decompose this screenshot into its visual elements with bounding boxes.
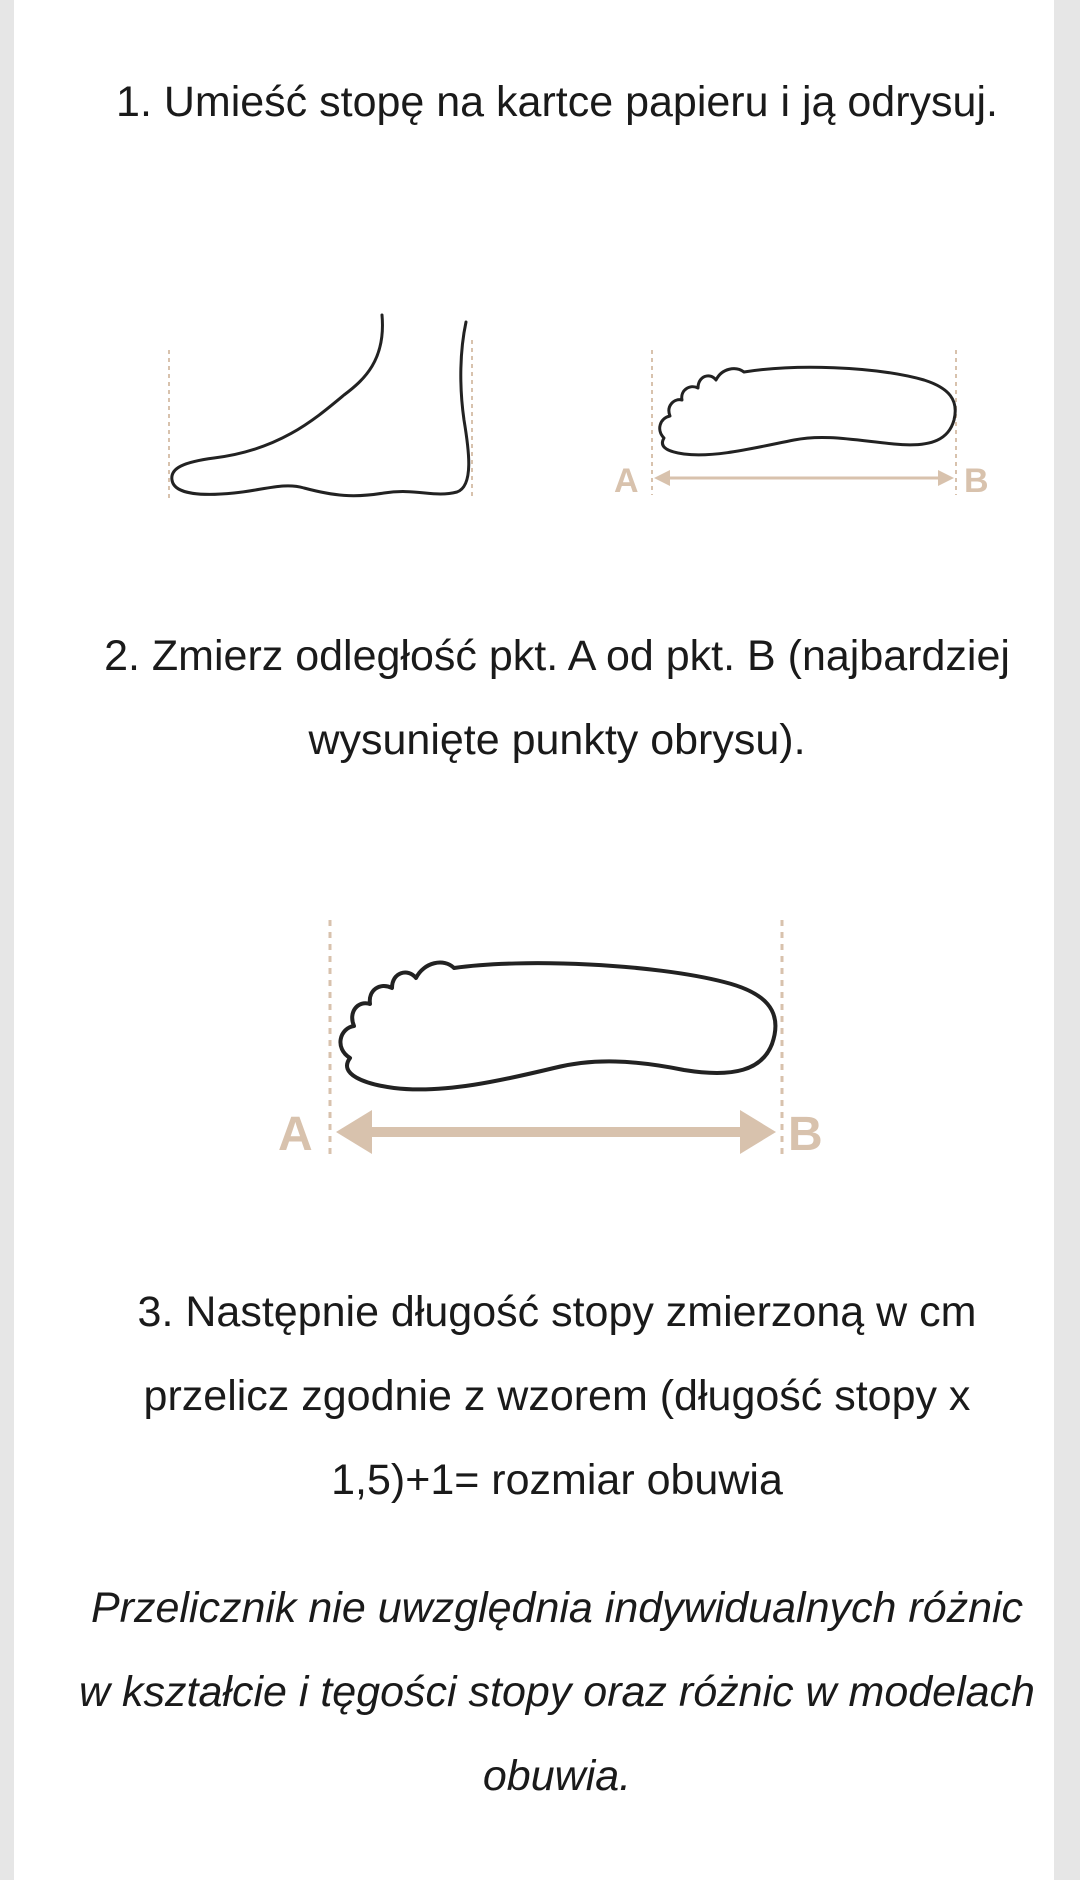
step-1-text: 1. Umieść stopę na kartce papieru i ją odrysuj. <box>116 78 998 126</box>
foot-top-outline-small <box>660 367 956 455</box>
point-a-label-small: A <box>614 462 639 500</box>
measure-arrow-large-right-head <box>740 1110 776 1154</box>
step-2-text: 2. Zmierz odległość pkt. A od pkt. B (najbardziej wysunięte punkty obrysu). <box>104 632 1010 764</box>
foot-top-view-large-illustration <box>254 910 854 1170</box>
measure-arrow-small-left-head <box>654 470 670 486</box>
disclaimer-note: Przelicznik nie uwzględnia indywidualnych różnic w kształcie i tęgości stopy oraz różnic w modelach obuwia. <box>79 1584 1035 1800</box>
page <box>14 0 1054 1880</box>
point-b-label-large: B <box>788 1108 823 1161</box>
foot-top-outline-large <box>340 963 775 1090</box>
foot-top-view-small-illustration <box>594 330 1014 510</box>
point-b-label-small: B <box>964 462 989 500</box>
measure-arrow-small-right-head <box>938 470 954 486</box>
foot-side-outline <box>172 315 469 496</box>
step-3-text: 3. Następnie długość stopy zmierzoną w cm przelicz zgodnie z wzorem (długość stopy x 1,5)+1= rozmiar obuwia <box>137 1288 977 1504</box>
foot-side-view-illustration <box>154 300 494 510</box>
point-a-label-large: A <box>278 1108 313 1161</box>
measure-arrow-large-left-head <box>336 1110 372 1154</box>
